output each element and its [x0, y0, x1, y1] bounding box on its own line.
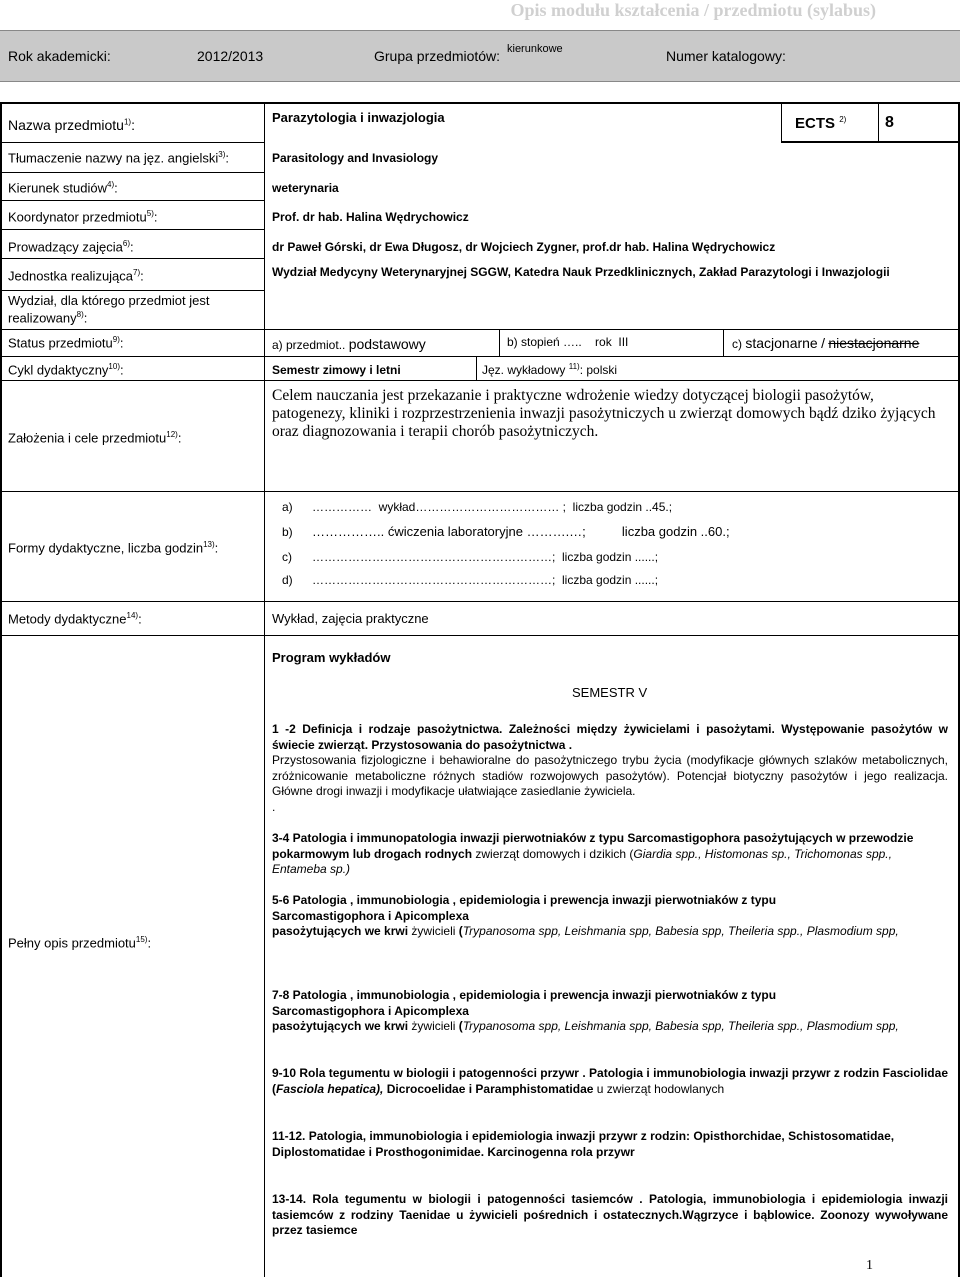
cykl-value: Semestr zimowy i letni	[272, 363, 401, 377]
koordynator-value: Prof. dr hab. Halina Wędrychowicz	[272, 210, 469, 224]
nazwa-value: Parazytologia i inwazjologia	[272, 110, 445, 125]
tlumaczenie-label: Tłumaczenie nazwy na jęz. angielski$^{3)}$:	[8, 150, 230, 166]
grupa-label: Grupa przedmiotów:	[374, 48, 501, 64]
metody-value: Wykład, zajęcia praktyczne	[272, 611, 429, 626]
nazwa-label: Nazwa przedmiotu$^{1)}$:	[8, 117, 135, 133]
program-title: Program wykładów	[272, 650, 391, 665]
semester-heading: SEMESTR V	[572, 685, 648, 700]
numer-label: Numer katalogowy:	[666, 48, 786, 64]
zalozenia-label: Założenia i cele przedmiotu$^{12)}$:	[8, 430, 182, 446]
status-c: c) stacjonarne / niestacjonarne	[732, 335, 920, 351]
jednostka-value: Wydział Medycyny Weterynaryjnej SGGW, Katedra Nauk Przedklinicznych, Zakład Parazytologi i Inwazjologii	[272, 265, 890, 279]
page-number: 1	[866, 1258, 873, 1273]
prowadzacy-label: Prowadzący zajęcia$^{6)}$:	[8, 239, 134, 255]
program-block-1: 1 -2 Definicja i rodzaje pasożytnictwa. Zależności między żywicielami i pasożytami. Występowanie pasożytów w świecie zwierząt. Przystosowania do pasożytnictwa . Przystosowania fizjologiczne i behawioralne do pasożytniczego trybu życia (modyfikacje głównych szlaków metabolicznych, zróżnicowanie metaboliczne różnych stadiów rozwojowych pasożytów). Potencjał biotyczny pasożytów i jego realizacja. Główne drogi inwazji i modyfikacje ułatwiające zasiedlanie żywiciela. .	[272, 722, 948, 814]
program-block-4: 7-8 Patologia , immunobiologia , epidemiologia i prewencja inwazji pierwotniaków z typu Sarcomastigophora i Apicomplexa pasożytujących we krwi żywicieli (Trypanosoma spp, Leishmania spp, Babesia spp, Theileria spp., Plasmodium spp,	[272, 988, 899, 1033]
ects-value: 8	[885, 114, 894, 131]
zalozenia-value: Celem nauczania jest przekazanie i praktyczne wdrożenie wiedzy dotyczącej biologii pasożytów, patogenezy, kliniki i rozprzestrzenienia inwazji pasożytniczych u zwierząt domowych bądź dziko żyjących oraz diagnozowania i terapii chorób pasożytniczych.	[272, 387, 936, 440]
ects-label: ECTS $^{2)}$	[795, 115, 847, 132]
kierunek-value: weterynaria	[272, 181, 339, 195]
rok-label: Rok akademicki:	[8, 48, 111, 64]
tlumaczenie-value: Parasitology and Invasiology	[272, 151, 439, 165]
formy-label: Formy dydaktyczne, liczba godzin$^{13)}$:	[8, 540, 219, 556]
page-title: Opis modułu kształcenia / przedmiotu (sylabus)	[510, 0, 876, 20]
wydzial-label: Wydział, dla którego przedmiot jest realizowany$^{8)}$:	[8, 293, 210, 326]
header-bar	[0, 30, 960, 82]
kierunek-label: Kierunek studiów$^{4)}$:	[8, 180, 118, 196]
formy-item-c: ……………………………………………………; liczba godzin ......;	[312, 550, 659, 564]
program-block-2: 3-4 Patologia i immunopatologia inwazji pierwotniaków z typu Sarcomastigophora pasożytujących w przewodzie pokarmowym lub drogach rodnych zwierząt domowych i dzikich (Giardia spp., Histomonas sp., Trichomonas spp., Entameba sp.)	[272, 831, 914, 876]
prowadzacy-value: dr Paweł Górski, dr Ewa Długosz, dr Wojciech Zygner, prof.dr hab. Halina Wędrychowicz	[272, 240, 776, 254]
metody-label: Metody dydaktyczne$^{14)}$:	[8, 611, 142, 627]
grupa-value: kierunkowe	[507, 43, 563, 55]
formy-letter-d: d)	[282, 573, 293, 587]
rok-value: 2012/2013	[197, 48, 264, 64]
status-label: Status przedmiotu$^{9)}$:	[8, 335, 124, 351]
koordynator-label: Koordynator przedmiotu$^{5)}$:	[8, 209, 158, 225]
jezyk-wykladowy: Jęz. wykładowy $^{11)}$: polski	[482, 362, 618, 377]
formy-letter-c: c)	[282, 550, 292, 564]
program-block-3: 5-6 Patologia , immunobiologia , epidemiologia i prewencja inwazji pierwotniaków z typu Sarcomastigophora i Apicomplexa pasożytujących we krwi żywicieli (Trypanosoma spp, Leishmania spp, Babesia spp, Theileria spp., Plasmodium spp,	[272, 893, 899, 938]
formy-item-b: …………….. ćwiczenia laboratoryjne ……….…; liczba godzin ..60.;	[312, 524, 730, 539]
formy-letter-b: b)	[282, 525, 293, 539]
status-b: b) stopień ….. rok III	[507, 335, 629, 349]
jednostka-label: Jednostka realizująca$^{7)}$:	[8, 268, 144, 284]
formy-letter-a: a)	[282, 500, 293, 514]
formy-item-a: …………… wykład……………………………… ; liczba godzin ..45.;	[312, 500, 673, 514]
program-block-6: 11-12. Patologia, immunobiologia i epidemiologia inwazji przywr z rodzin: Opisthorchidae, Schistosomatidae, Diplostomatidae i Prosthogonimidae. Karcinogenna rola przywr	[272, 1129, 895, 1159]
program-block-7: 13-14. Rola tegumentu w biologii i patogenności tasiemców . Patologia, immunobiologia i epidemiologia inwazji tasiemców z rodziny Taenidae u żywicieli pośrednich i ostatecznych.Wągrzyce i bąblowice. Zoonozy wywoływane przez tasiemce	[272, 1192, 948, 1237]
cykl-label: Cykl dydaktyczny$^{10)}$:	[8, 362, 124, 378]
pelny-label: Pełny opis przedmiotu$^{15)}$:	[8, 935, 152, 951]
formy-item-d: ……………………………………………………; liczba godzin ......;	[312, 573, 659, 587]
program-block-5: 9-10 Rola tegumentu w biologii i patogenności przywr . Patologia i immunobiologia inwazji przywr z rodzin Fasciolidae (Fasciola hepatica), Dicrocoelidae i Paramphistomatidae u zwierząt hodowlanych	[272, 1066, 948, 1096]
status-a: a) przedmiot.. podstawowy	[272, 336, 426, 352]
